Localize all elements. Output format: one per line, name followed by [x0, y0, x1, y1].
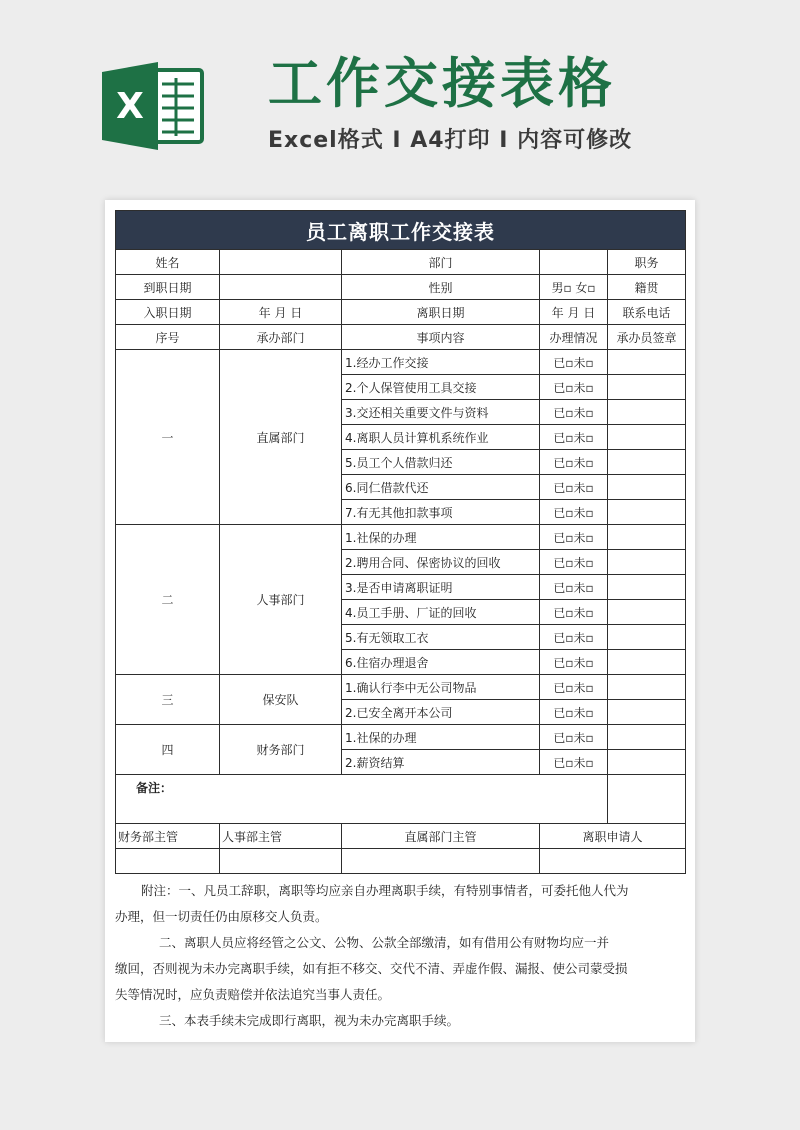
- status-checkbox[interactable]: 已▫未▫: [540, 450, 608, 475]
- signature-cell[interactable]: [608, 725, 686, 750]
- group-seq: 一: [116, 350, 220, 525]
- dept-head-label: 直属部门主管: [342, 824, 540, 849]
- task-item: 1.经办工作交接: [342, 350, 540, 375]
- status-checkbox[interactable]: 已▫未▫: [540, 425, 608, 450]
- task-row: [116, 675, 686, 700]
- leave-date-field[interactable]: 年 月 日: [540, 300, 608, 325]
- page-subtitle: Excel格式 Ⅰ A4打印 Ⅰ 内容可修改: [268, 128, 633, 153]
- group-dept: 财务部门: [220, 725, 342, 775]
- task-item: 7.有无其他扣款事项: [342, 500, 540, 525]
- task-item: 2.个人保管使用工具交接: [342, 375, 540, 400]
- note-line: 二、离职人员应将经管之公文、公物、公款全部缴清，如有借用公有财物均应一并: [159, 935, 610, 950]
- name-field[interactable]: [220, 250, 342, 275]
- form-title: 员工离职工作交接表: [116, 211, 686, 250]
- signature-cell[interactable]: [608, 650, 686, 675]
- hr-head-signature[interactable]: [220, 849, 342, 874]
- status-checkbox[interactable]: 已▫未▫: [540, 550, 608, 575]
- form-sheet: [105, 200, 695, 1042]
- task-item: 5.员工个人借款归还: [342, 450, 540, 475]
- signature-cell[interactable]: [608, 475, 686, 500]
- leave-date-label: 离职日期: [342, 300, 540, 325]
- remark-label[interactable]: 备注：: [116, 775, 608, 824]
- status-checkbox[interactable]: 已▫未▫: [540, 700, 608, 725]
- signature-cell[interactable]: [608, 750, 686, 775]
- status-checkbox[interactable]: 已▫未▫: [540, 375, 608, 400]
- status-checkbox[interactable]: 已▫未▫: [540, 725, 608, 750]
- note-line: 三、本表手续未完成即行离职，视为未办完离职手续。: [159, 1013, 460, 1028]
- remark-row: [116, 775, 686, 824]
- task-row: [116, 725, 686, 750]
- group-seq: 二: [116, 525, 220, 675]
- task-item: 6.住宿办理退舍: [342, 650, 540, 675]
- join-date-label: 到职日期: [116, 275, 220, 300]
- note-line: 失等情况时，应负责赔偿并依法追究当事人责任。: [115, 987, 391, 1002]
- group-seq: 四: [116, 725, 220, 775]
- task-item: 1.社保的办理: [342, 725, 540, 750]
- signature-cell[interactable]: [608, 350, 686, 375]
- task-item: 2.薪资结算: [342, 750, 540, 775]
- signature-header-row: [116, 824, 686, 849]
- col-signature: 承办员签章: [608, 325, 686, 350]
- excel-logo-icon: [102, 60, 206, 152]
- status-checkbox[interactable]: 已▫未▫: [540, 475, 608, 500]
- col-dept: 承办部门: [220, 325, 342, 350]
- note-line: 办理，但一切责任仍由原移交人负责。: [115, 909, 328, 924]
- finance-head-signature[interactable]: [116, 849, 220, 874]
- position-label: 职务: [608, 250, 686, 275]
- note-line: 附注：一、凡员工辞职，离职等均应亲自办理离职手续，有特别事情者，可委托他人代为: [141, 883, 629, 898]
- status-checkbox[interactable]: 已▫未▫: [540, 400, 608, 425]
- col-seq: 序号: [116, 325, 220, 350]
- task-item: 6.同仁借款代还: [342, 475, 540, 500]
- task-item: 2.聘用合同、保密协议的回收: [342, 550, 540, 575]
- signature-cell[interactable]: [608, 625, 686, 650]
- task-row: [116, 350, 686, 375]
- applicant-label: 离职申请人: [540, 824, 686, 849]
- gender-options[interactable]: 男▫ 女▫: [540, 275, 608, 300]
- join-date-field[interactable]: [220, 275, 342, 300]
- signature-cell[interactable]: [608, 575, 686, 600]
- notes-section: [115, 878, 685, 1034]
- task-item: 4.离职人员计算机系统作业: [342, 425, 540, 450]
- remark-extra-cell[interactable]: [608, 775, 686, 824]
- group-seq: 三: [116, 675, 220, 725]
- column-header-row: [116, 325, 686, 350]
- info-row-3: [116, 300, 686, 325]
- name-label: 姓名: [116, 250, 220, 275]
- col-item: 事项内容: [342, 325, 540, 350]
- info-row-2: [116, 275, 686, 300]
- signature-cell[interactable]: [608, 500, 686, 525]
- status-checkbox[interactable]: 已▫未▫: [540, 600, 608, 625]
- hr-head-label: 人事部主管: [220, 824, 342, 849]
- dept-head-signature[interactable]: [342, 849, 540, 874]
- applicant-signature[interactable]: [540, 849, 686, 874]
- task-item: 1.社保的办理: [342, 525, 540, 550]
- signature-cell[interactable]: [608, 700, 686, 725]
- task-item: 2.已安全离开本公司: [342, 700, 540, 725]
- status-checkbox[interactable]: 已▫未▫: [540, 650, 608, 675]
- task-item: 3.是否申请离职证明: [342, 575, 540, 600]
- info-row-1: [116, 250, 686, 275]
- gender-label: 性别: [342, 275, 540, 300]
- entry-date-label: 入职日期: [116, 300, 220, 325]
- signature-cell[interactable]: [608, 400, 686, 425]
- dept-field[interactable]: [540, 250, 608, 275]
- page-title: 工作交接表格: [268, 52, 616, 115]
- status-checkbox[interactable]: 已▫未▫: [540, 675, 608, 700]
- signature-cell[interactable]: [608, 525, 686, 550]
- signature-cell[interactable]: [608, 375, 686, 400]
- logo-letter: X: [116, 86, 144, 127]
- status-checkbox[interactable]: 已▫未▫: [540, 750, 608, 775]
- group-dept: 人事部门: [220, 525, 342, 675]
- task-item: 3.交还相关重要文件与资料: [342, 400, 540, 425]
- origin-label: 籍贯: [608, 275, 686, 300]
- signature-cell[interactable]: [608, 450, 686, 475]
- task-item: 1.确认行李中无公司物品: [342, 675, 540, 700]
- contact-label: 联系电话: [608, 300, 686, 325]
- finance-head-label: 财务部主管: [116, 824, 220, 849]
- header: [0, 0, 800, 200]
- note-line: 缴回，否则视为未办完离职手续，如有拒不移交、交代不清、弄虚作假、漏报、使公司蒙受损: [115, 961, 628, 976]
- status-checkbox[interactable]: 已▫未▫: [540, 525, 608, 550]
- status-checkbox[interactable]: 已▫未▫: [540, 350, 608, 375]
- entry-date-field[interactable]: 年 月 日: [220, 300, 342, 325]
- signature-cell[interactable]: [608, 600, 686, 625]
- task-item: 5.有无领取工衣: [342, 625, 540, 650]
- dept-label: 部门: [342, 250, 540, 275]
- status-checkbox[interactable]: 已▫未▫: [540, 625, 608, 650]
- signature-cell[interactable]: [608, 425, 686, 450]
- status-checkbox[interactable]: 已▫未▫: [540, 500, 608, 525]
- task-item: 4.员工手册、厂证的回收: [342, 600, 540, 625]
- group-dept: 保安队: [220, 675, 342, 725]
- signature-cell[interactable]: [608, 675, 686, 700]
- task-row: [116, 525, 686, 550]
- status-checkbox[interactable]: 已▫未▫: [540, 575, 608, 600]
- handover-table: [115, 210, 686, 874]
- signature-cell[interactable]: [608, 550, 686, 575]
- group-dept: 直属部门: [220, 350, 342, 525]
- col-status: 办理情况: [540, 325, 608, 350]
- signature-blank-row: [116, 849, 686, 874]
